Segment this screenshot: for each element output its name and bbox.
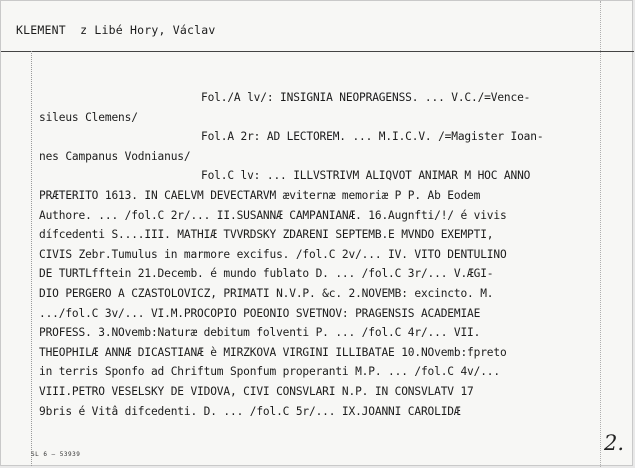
card-line: PROFESS. 3.NOvemb:Naturæ debitum folventi P. ... /fol.C 4r/... VII. [39, 326, 481, 340]
card-line: THEOPHILÆ ANNÆ DICASTIANÆ è MIRZKOVA VIRGINI ILLIBATAE 10.NOvemb:fpreto [39, 345, 507, 359]
print-code: SL 6 — 53939 [31, 451, 81, 458]
left-margin-rule [31, 51, 32, 466]
card-line: Fol./A lv/: INSIGNIA NEOPRAGENSS. ... V.C./=Vence- [201, 91, 531, 104]
card-line: in terris Sponfo ad Chriftum Sponfum properanti M.P. ... /fol.C 4v/... [39, 365, 500, 379]
card-line: DE TURTLfftein 21.Decemb. é mundo fublato D. ... /fol.C 3r/... V.ÆGI- [39, 267, 494, 281]
card-line: Fol.C lv: ... ILLVSTRIVM ALIQVOT ANIMAR M HOC ANNO [201, 169, 531, 183]
card-line: VIII.PETRO VESELSKY DE VIDOVA, CIVI CONSVLARI N.P. IN CONSVLATV 17 [39, 384, 474, 398]
right-margin-rule [600, 1, 601, 467]
card-heading: KLEMENT z Libé Hory, Václav [16, 23, 216, 37]
card-line: .../fol.C 3v/... VI.M.PROCOPIO POEONIO SVETNOV: PRAGENSIS ACADEMIAE [39, 306, 481, 320]
card-line: CIVIS Zebr.Tumulus in marmore excifus. /fol.C 2v/... IV. VITO DENTULINO [39, 247, 507, 261]
heading-rule [1, 51, 634, 52]
card-line: sileus Clemens/ [39, 110, 138, 124]
card-line: dífcedenti S....III. MATHIÆ TVVRDSKY ZDARENI SEPTEMB.E MVNDO EXEMPTI, [39, 228, 494, 242]
card-line: DIO PERGERO A CZASTOLOVICZ, PRIMATI N.V.P. &c. 2.NOVEMB: excincto. M. [39, 286, 494, 300]
card-line: 9bris é Vitâ difcedenti. D. ... /fol.C 5r/... IX.JOANNI CAROLIDÆ [39, 404, 461, 418]
card-line: Authore. ... /fol.C 2r/... II.SUSANNÆ CAMPANIANÆ. 16.Augnfti/!/ é vivis [39, 208, 507, 222]
card-text-lines [39, 88, 599, 421]
card-line: nes Campanus Vodnianus/ [39, 149, 191, 163]
card-line: PRÆTERITO 1613. IN CAELVM DEVECTARVM æviternæ memoriæ P P. Ab Eodem [39, 188, 481, 202]
card-line: Fol.A 2r: AD LECTOREM. ... M.I.C.V. /=Magister Ioan- [201, 130, 544, 144]
handwritten-page-number: 2. [604, 431, 625, 455]
